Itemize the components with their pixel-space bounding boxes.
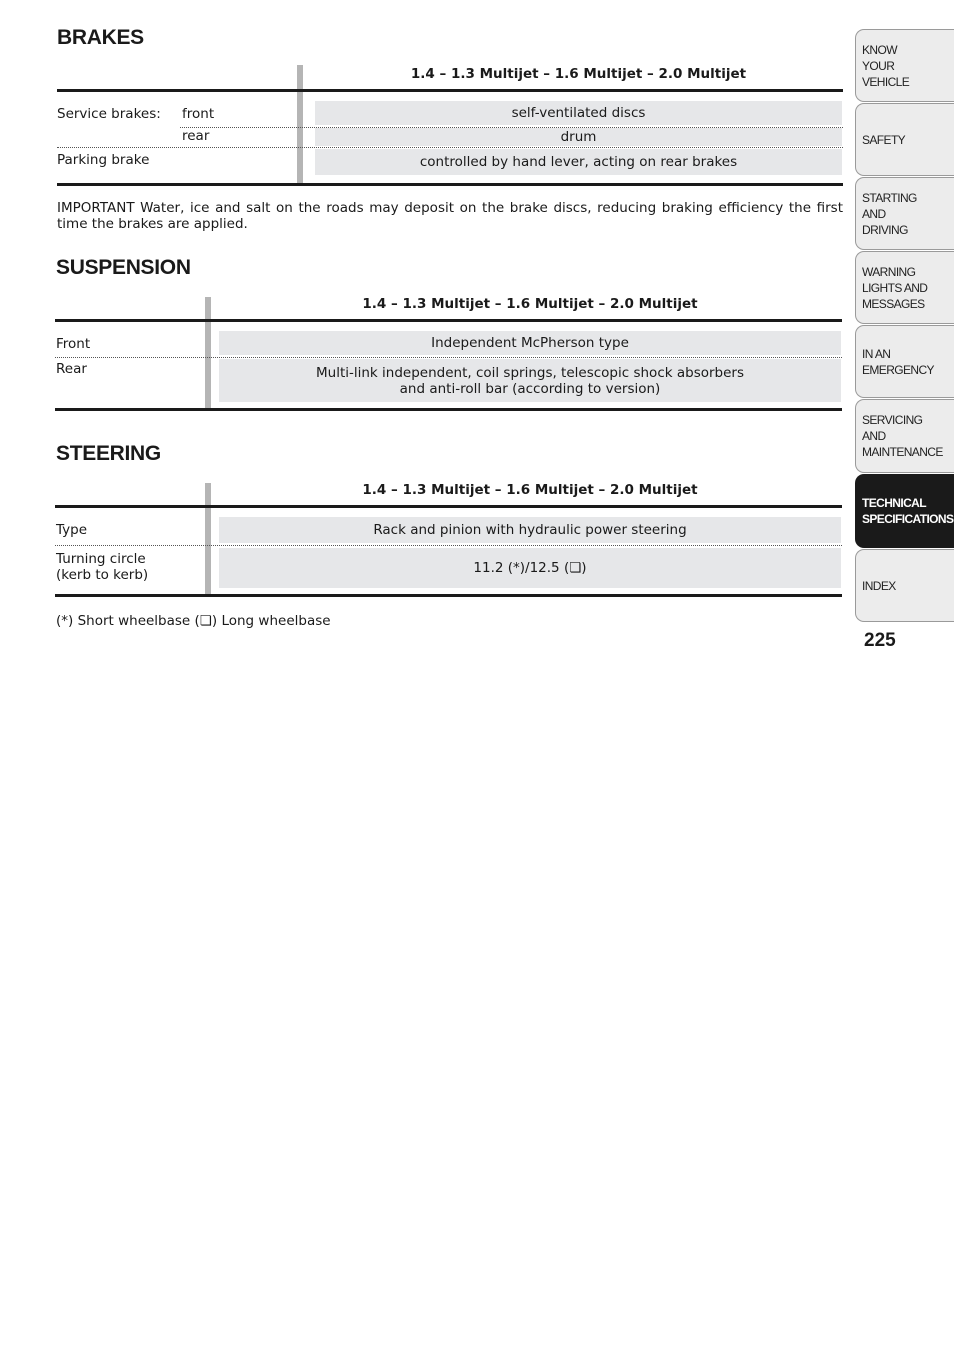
suspension-row-label: Front: [56, 336, 91, 352]
table-bottom-rule: [57, 183, 843, 186]
tab-warning-lights-and-messages[interactable]: WARNING LIGHTS AND MESSAGES: [855, 251, 954, 324]
brakes-important-note: IMPORTANT Water, ice and salt on the roads may deposit on the brake discs, reducing braking efficiency the first time the brakes are applied.: [57, 200, 843, 232]
brakes-value-front: self-ventilated discs: [315, 101, 842, 125]
suspension-column-header: 1.4 – 1.3 Multijet – 1.6 Multijet – 2.0 Multijet: [362, 296, 698, 312]
row-separator: [57, 147, 843, 148]
steering-column-header: 1.4 – 1.3 Multijet – 1.6 Multijet – 2.0 Multijet: [362, 482, 698, 498]
tab-servicing-and-maintenance[interactable]: SERVICING AND MAINTENANCE: [855, 399, 954, 473]
tab-know-your-vehicle[interactable]: KNOW YOUR VEHICLE: [855, 29, 954, 102]
brakes-row-sublabel: rear: [182, 128, 210, 144]
steering-footnote: (*) Short wheelbase (❏) Long wheelbase: [56, 613, 331, 629]
brakes-title: BRAKES: [57, 26, 144, 49]
steering-value-turning-circle: 11.2 (*)/12.5 (❏): [219, 548, 841, 588]
page-number: 225: [864, 630, 896, 651]
suspension-value-front: Independent McPherson type: [219, 331, 841, 355]
column-divider: [297, 65, 303, 185]
column-divider: [205, 297, 211, 409]
table-top-rule: [57, 89, 843, 92]
suspension-title: SUSPENSION: [56, 256, 191, 279]
tab-index[interactable]: INDEX: [855, 549, 954, 622]
row-separator: [55, 357, 842, 358]
suspension-row-label: Rear: [56, 361, 87, 377]
brakes-row-label: Service brakes:: [57, 106, 161, 122]
table-bottom-rule: [55, 408, 842, 411]
table-top-rule: [55, 505, 842, 508]
row-separator: [55, 545, 842, 546]
brakes-row-label: Parking brake: [57, 152, 150, 168]
brakes-row-sublabel: front: [182, 106, 215, 122]
brakes-column-header: 1.4 – 1.3 Multijet – 1.6 Multijet – 2.0 Multijet: [410, 66, 747, 82]
table-bottom-rule: [55, 594, 842, 597]
steering-row-label: Type: [56, 522, 88, 538]
suspension-value-rear: Multi-link independent, coil springs, telescopic shock absorbers and anti-roll bar (according to version): [219, 359, 841, 402]
table-top-rule: [55, 319, 842, 322]
tab-safety[interactable]: SAFETY: [855, 103, 954, 176]
steering-value-type: Rack and pinion with hydraulic power steering: [219, 517, 841, 543]
steering-row-label: Turning circle (kerb to kerb): [56, 551, 149, 583]
brakes-value-rear: drum: [315, 128, 842, 146]
steering-title: STEERING: [56, 442, 161, 465]
column-divider: [205, 483, 211, 595]
brakes-value-parking: controlled by hand lever, acting on rear brakes: [315, 149, 842, 175]
tab-in-an-emergency[interactable]: IN AN EMERGENCY: [855, 325, 954, 398]
tab-technical-specifications[interactable]: TECHNICAL SPECIFICATIONS: [855, 474, 954, 548]
tab-starting-and-driving[interactable]: STARTING AND DRIVING: [855, 177, 954, 250]
